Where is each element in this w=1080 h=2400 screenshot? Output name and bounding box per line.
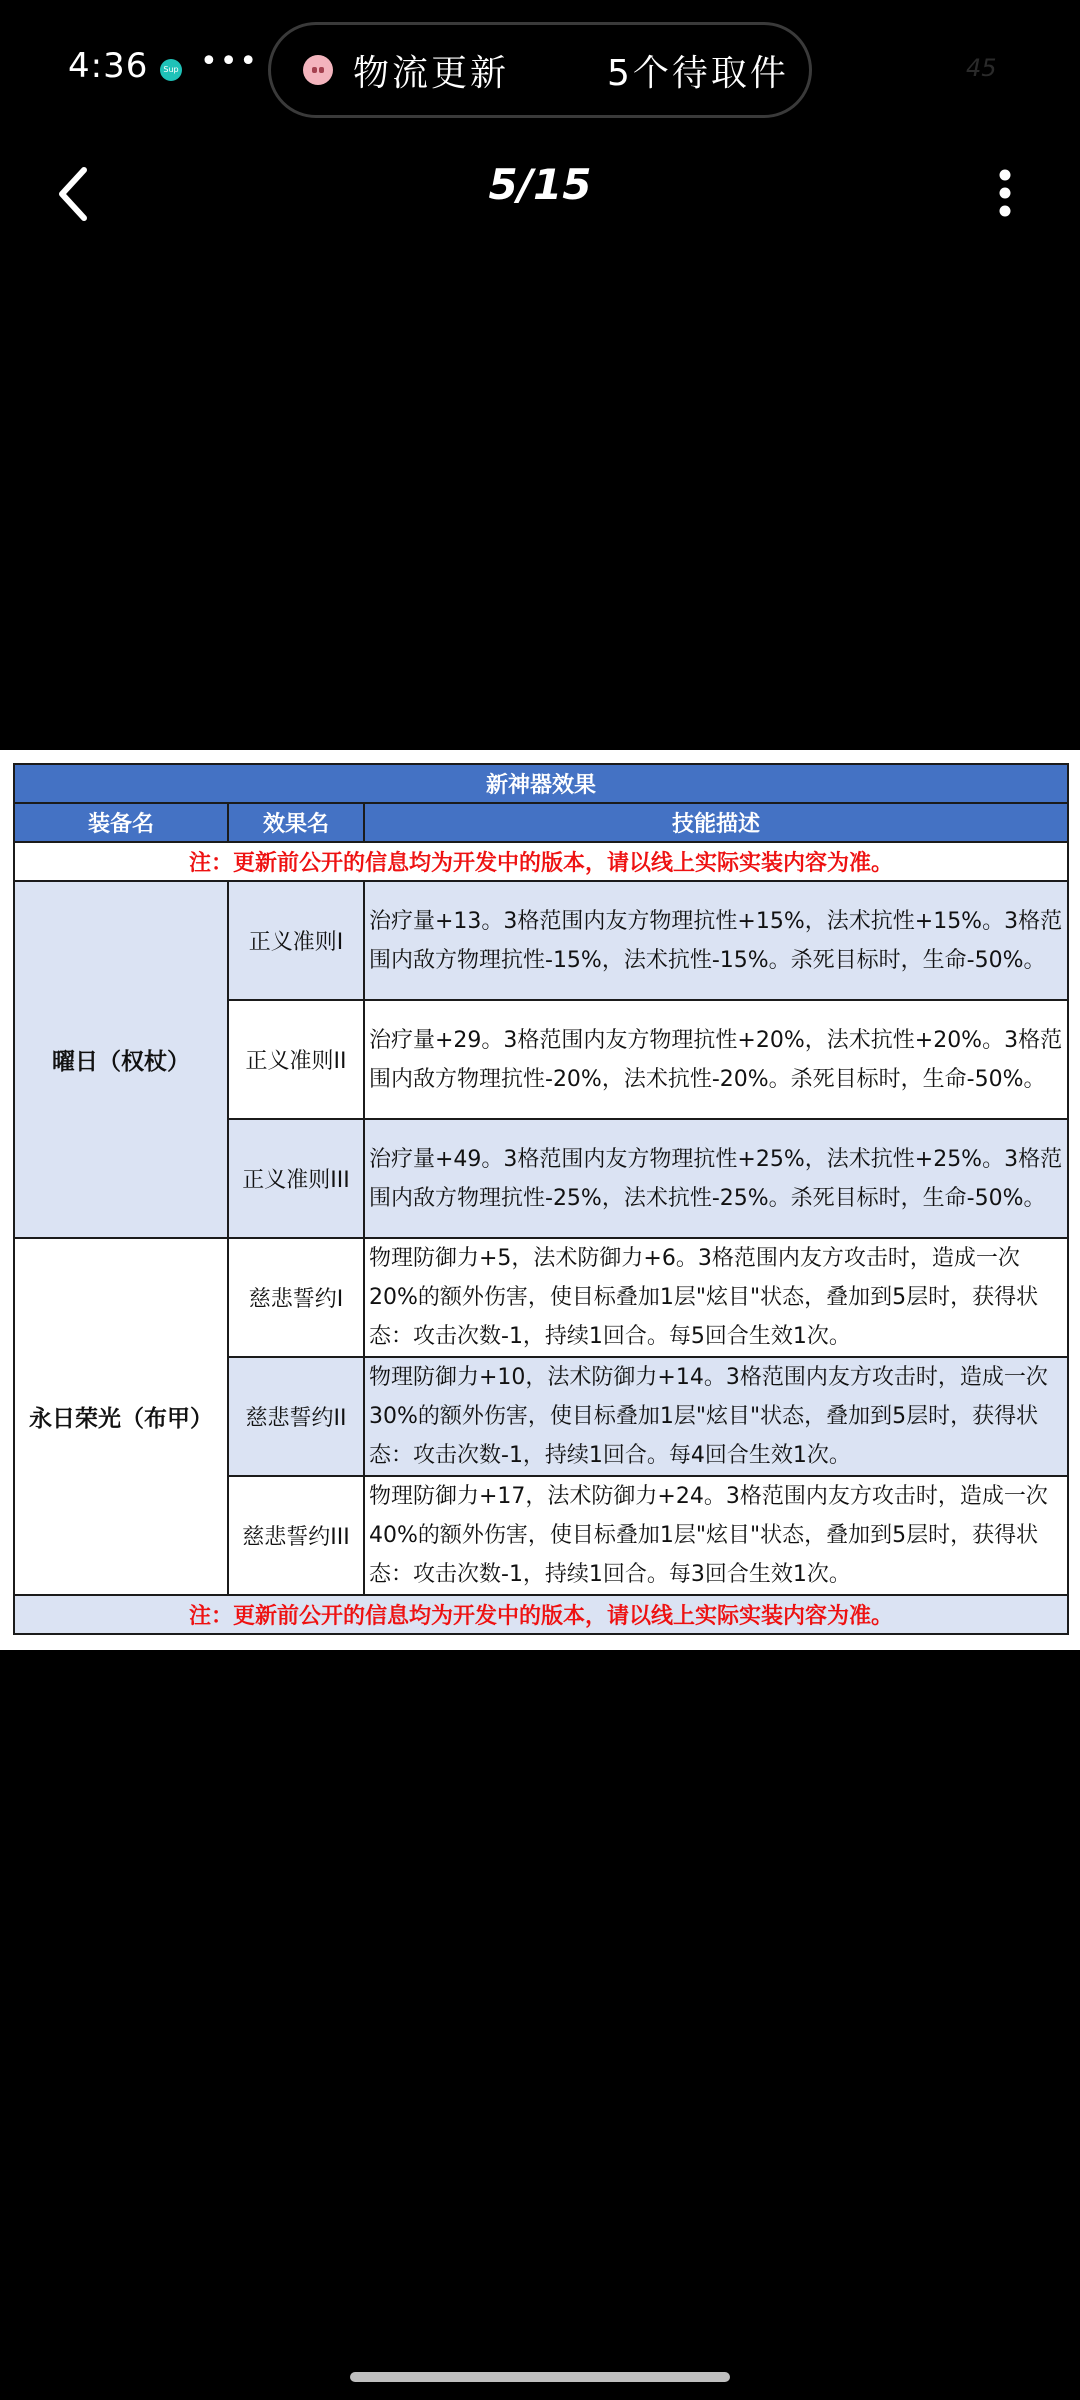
header-description: 技能描述 [364, 803, 1068, 842]
effect-name: 慈悲誓约II [228, 1357, 364, 1476]
skill-description: 物理防御力+10，法术防御力+14。3格范围内友方攻击时，造成一次30%的额外伤害，使目标叠加1层"炫目"状态，叠加到5层时，获得状态：攻击次数-1，持续1回合。每4回合生效1次。 [364, 1357, 1068, 1476]
equipment-name: 永日荣光（布甲） [14, 1238, 228, 1595]
note-bottom: 注：更新前公开的信息均为开发中的版本，请以线上实际实装内容为准。 [14, 1595, 1068, 1634]
header-equipment: 装备名 [14, 803, 228, 842]
equipment-table [13, 763, 1069, 1635]
page-indicator: 5/15 [488, 160, 592, 209]
back-button[interactable] [52, 164, 96, 224]
app-notification-icon: Sup [160, 59, 182, 81]
skill-description: 治疗量+29。3格范围内友方物理抗性+20%，法术抗性+20%。3格范围内敌方物理抗性-20%，法术抗性-20%。杀死目标时，生命-50%。 [364, 1000, 1068, 1119]
effect-name: 正义准则I [228, 881, 364, 1000]
more-options-button[interactable] [990, 168, 1020, 218]
more-notifications-icon: ••• [200, 44, 260, 79]
skill-description: 物理防御力+5，法术防御力+6。3格范围内友方攻击时，造成一次20%的额外伤害，使目标叠加1层"炫目"状态，叠加到5层时，获得状态：攻击次数-1，持续1回合。每5回合生效1次。 [364, 1238, 1068, 1357]
vertical-dots-icon [990, 168, 1020, 218]
skill-description: 物理防御力+17，法术防御力+24。3格范围内友方攻击时，造成一次40%的额外伤害，使目标叠加1层"炫目"状态，叠加到5层时，获得状态：攻击次数-1，持续1回合。每3回合生效1次。 [364, 1476, 1068, 1595]
effect-name: 慈悲誓约III [228, 1476, 364, 1595]
image-content[interactable] [0, 750, 1080, 1650]
note-top: 注：更新前公开的信息均为开发中的版本，请以线上实际实装内容为准。 [14, 842, 1068, 881]
notification-title: 物流更新 [353, 53, 510, 94]
chevron-left-icon [52, 164, 96, 224]
notification-pill[interactable] [268, 22, 812, 118]
effect-name: 慈悲誓约I [228, 1238, 364, 1357]
notification-detail: 5个待取件 [607, 53, 789, 94]
skill-description: 治疗量+13。3格范围内友方物理抗性+15%，法术抗性+15%。3格范围内敌方物理抗性-15%，法术抗性-15%。杀死目标时，生命-50%。 [364, 881, 1068, 1000]
skill-description: 治疗量+49。3格范围内友方物理抗性+25%，法术抗性+25%。3格范围内敌方物理抗性-25%，法术抗性-25%。杀死目标时，生命-50%。 [364, 1119, 1068, 1238]
home-indicator[interactable] [350, 2372, 730, 2382]
effect-name: 正义准则II [228, 1000, 364, 1119]
pig-app-icon [303, 55, 333, 85]
table-row [14, 881, 1068, 1000]
table-row [14, 1238, 1068, 1357]
battery-level: 45 [966, 54, 997, 82]
effect-name: 正义准则III [228, 1119, 364, 1238]
table-title: 新神器效果 [14, 764, 1068, 803]
status-time: 4:36 [68, 46, 149, 86]
header-effect: 效果名 [228, 803, 364, 842]
equipment-name: 曜日（权杖） [14, 881, 228, 1238]
